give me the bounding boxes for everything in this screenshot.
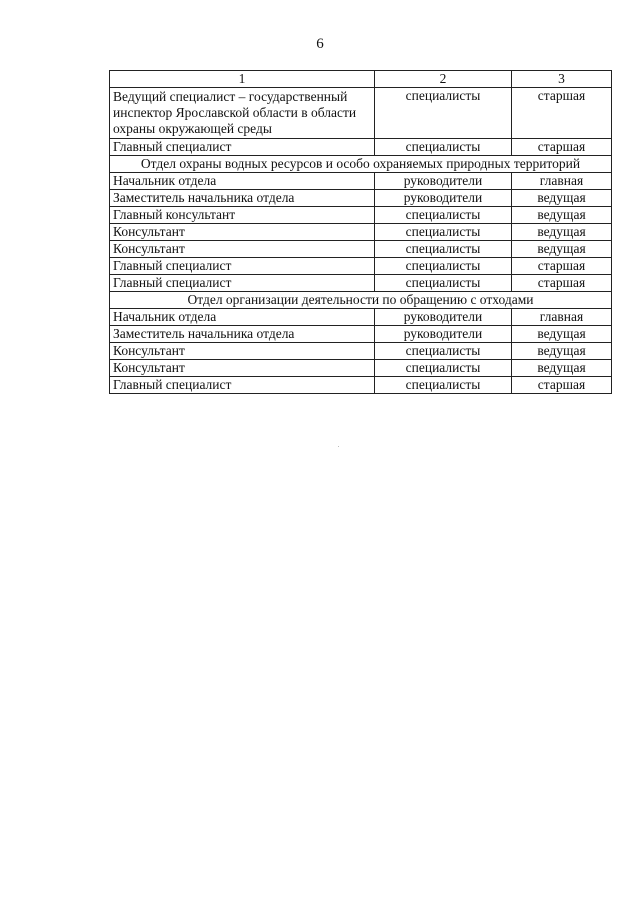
table-row <box>110 343 612 360</box>
positions-table-body <box>110 71 612 394</box>
group-cell: специалисты <box>375 275 512 292</box>
position-cell: Главный специалист <box>110 377 375 394</box>
position-cell: Главный специалист <box>110 139 375 156</box>
table-row <box>110 241 612 258</box>
category-cell: старшая <box>512 258 612 275</box>
category-cell: ведущая <box>512 343 612 360</box>
category-cell: ведущая <box>512 224 612 241</box>
category-cell: ведущая <box>512 241 612 258</box>
section-header-row <box>110 292 612 309</box>
table-row <box>110 190 612 207</box>
group-cell: специалисты <box>375 360 512 377</box>
category-cell: старшая <box>512 275 612 292</box>
category-cell: главная <box>512 173 612 190</box>
group-cell: специалисты <box>375 207 512 224</box>
position-cell: Главный специалист <box>110 258 375 275</box>
table-row <box>110 88 612 139</box>
category-cell: ведущая <box>512 190 612 207</box>
table-row <box>110 309 612 326</box>
position-cell: Главный специалист <box>110 275 375 292</box>
scan-speck <box>338 446 339 447</box>
column-header-3: 3 <box>512 71 612 88</box>
positions-table <box>109 70 612 394</box>
position-cell: Консультант <box>110 360 375 377</box>
group-cell: специалисты <box>375 139 512 156</box>
position-cell: Ведущий специалист – государственный инспектор Ярославской области в области охраны окружающей среды <box>110 88 375 139</box>
table-row <box>110 224 612 241</box>
group-cell: специалисты <box>375 377 512 394</box>
page-number: 6 <box>316 36 324 52</box>
category-cell: главная <box>512 309 612 326</box>
position-cell: Заместитель начальника отдела <box>110 190 375 207</box>
section-title: Отдел охраны водных ресурсов и особо охраняемых природных территорий <box>110 156 612 173</box>
table-row <box>110 326 612 343</box>
category-cell: старшая <box>512 139 612 156</box>
group-cell: руководители <box>375 326 512 343</box>
column-header-2: 2 <box>375 71 512 88</box>
position-cell: Заместитель начальника отдела <box>110 326 375 343</box>
category-cell: ведущая <box>512 207 612 224</box>
position-cell: Главный консультант <box>110 207 375 224</box>
section-title: Отдел организации деятельности по обращению с отходами <box>110 292 612 309</box>
position-cell: Консультант <box>110 241 375 258</box>
table-header-row <box>110 71 612 88</box>
group-cell: специалисты <box>375 224 512 241</box>
column-header-1: 1 <box>110 71 375 88</box>
table-row <box>110 377 612 394</box>
category-cell: ведущая <box>512 360 612 377</box>
group-cell: руководители <box>375 309 512 326</box>
table-row <box>110 360 612 377</box>
position-cell: Начальник отдела <box>110 173 375 190</box>
section-header-row <box>110 156 612 173</box>
group-cell: специалисты <box>375 343 512 360</box>
position-cell: Консультант <box>110 343 375 360</box>
group-cell: руководители <box>375 173 512 190</box>
table-row <box>110 258 612 275</box>
group-cell: специалисты <box>375 258 512 275</box>
category-cell: ведущая <box>512 326 612 343</box>
table-row <box>110 173 612 190</box>
table-row <box>110 139 612 156</box>
group-cell: специалисты <box>375 241 512 258</box>
table-row <box>110 207 612 224</box>
category-cell: старшая <box>512 88 612 139</box>
position-cell: Начальник отдела <box>110 309 375 326</box>
group-cell: руководители <box>375 190 512 207</box>
table-row <box>110 275 612 292</box>
group-cell: специалисты <box>375 88 512 139</box>
category-cell: старшая <box>512 377 612 394</box>
position-cell: Консультант <box>110 224 375 241</box>
